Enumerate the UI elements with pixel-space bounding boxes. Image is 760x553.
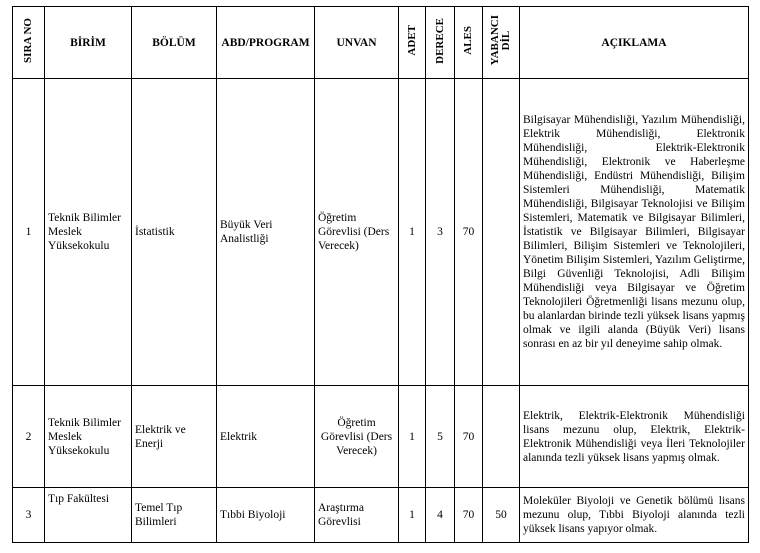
cell-unvan: Öğretim Görevlisi (Ders Verecek) [315, 386, 399, 488]
cell-derece: 4 [426, 488, 455, 543]
cell-bolum: Temel Tıp Bilimleri [132, 488, 217, 543]
table-header-row [13, 7, 749, 79]
cell-sira: 1 [13, 79, 45, 386]
cell-program: Tıbbi Biyoloji [217, 488, 315, 543]
table-row [13, 488, 749, 543]
cell-dil: 50 [483, 488, 520, 543]
cell-birim: Teknik Bilimler Meslek Yüksekokulu [45, 386, 132, 488]
header-yabanci-dil: YABANCI DİL [483, 7, 520, 79]
cell-ales: 70 [455, 488, 483, 543]
cell-derece: 3 [426, 79, 455, 386]
header-sira-no: SIRA NO [13, 7, 45, 79]
cell-adet: 1 [399, 488, 426, 543]
cell-sira: 3 [13, 488, 45, 543]
cell-ales: 70 [455, 386, 483, 488]
cell-dil [483, 79, 520, 386]
header-aciklama: AÇIKLAMA [520, 7, 749, 79]
cell-birim: Teknik Bilimler Meslek Yüksekokulu [45, 79, 132, 386]
cell-bolum: Elektrik ve Enerji [132, 386, 217, 488]
cell-program: Elektrik [217, 386, 315, 488]
table-row [13, 386, 749, 488]
header-abd-program: ABD/PROGRAM [217, 7, 315, 79]
ilan-table [12, 6, 749, 543]
header-bolum: BÖLÜM [132, 7, 217, 79]
cell-sira: 2 [13, 386, 45, 488]
header-adet: ADET [399, 7, 426, 79]
cell-birim: Tıp Fakültesi [45, 488, 132, 543]
header-unvan: UNVAN [315, 7, 399, 79]
cell-adet: 1 [399, 79, 426, 386]
cell-bolum: İstatistik [132, 79, 217, 386]
header-birim: BİRİM [45, 7, 132, 79]
header-derece: DERECE [426, 7, 455, 79]
cell-derece: 5 [426, 386, 455, 488]
header-ales: ALES [455, 7, 483, 79]
cell-program: Büyük Veri Analistliği [217, 79, 315, 386]
cell-aciklama: Elektrik, Elektrik-Elektronik Mühendisliği lisans mezunu olup, Elektrik, Elektrik-Elektronik Mühendisliği veya İleri Teknolojiler alanında tezli yüksek lisans yapmış olmak. [520, 386, 749, 488]
table-row [13, 79, 749, 386]
cell-dil [483, 386, 520, 488]
cell-unvan: Araştırma Görevlisi [315, 488, 399, 543]
cell-ales: 70 [455, 79, 483, 386]
cell-aciklama: Moleküler Biyoloji ve Genetik bölümü lisans mezunu olup, Tıbbi Biyoloji alanında tezli yüksek lisans yapıyor olmak. [520, 488, 749, 543]
cell-adet: 1 [399, 386, 426, 488]
cell-aciklama: Bilgisayar Mühendisliği, Yazılım Mühendisliği, Elektrik Mühendisliği, Elektronik Mühendisliği, Elektrik-Elektronik Mühendisliği, Elektronik ve Haberleşme Mühendisliği, Endüstri Mühendisliği, Bilişim Sistemleri Mühendisliği, Matematik Mühendisliği, Bilgisayar Teknolojisi ve Bilişim Sistemleri, Matematik ve Bilgisayar Bilimleri, İstatistik ve Bilgisayar Bilimleri, Bilgisayar Bilimleri, Bilişim Sistemleri ve Teknolojileri, Yönetim Bilişim Sistemleri, Yazılım Geliştirme, Bilgi Güvenliği Teknolojisi, Adli Bilişim Mühendisliği veya Bilgisayar ve Öğretim Teknolojileri Öğretmenliği lisans mezunu olup, bu alanlardan birinde tezli yüksek lisans yapmış olmak ve ilgili alanda (Büyük Veri) lisans sonrası en az bir yıl deneyime sahip olmak. [520, 79, 749, 386]
cell-unvan: Öğretim Görevlisi (Ders Verecek) [315, 79, 399, 386]
